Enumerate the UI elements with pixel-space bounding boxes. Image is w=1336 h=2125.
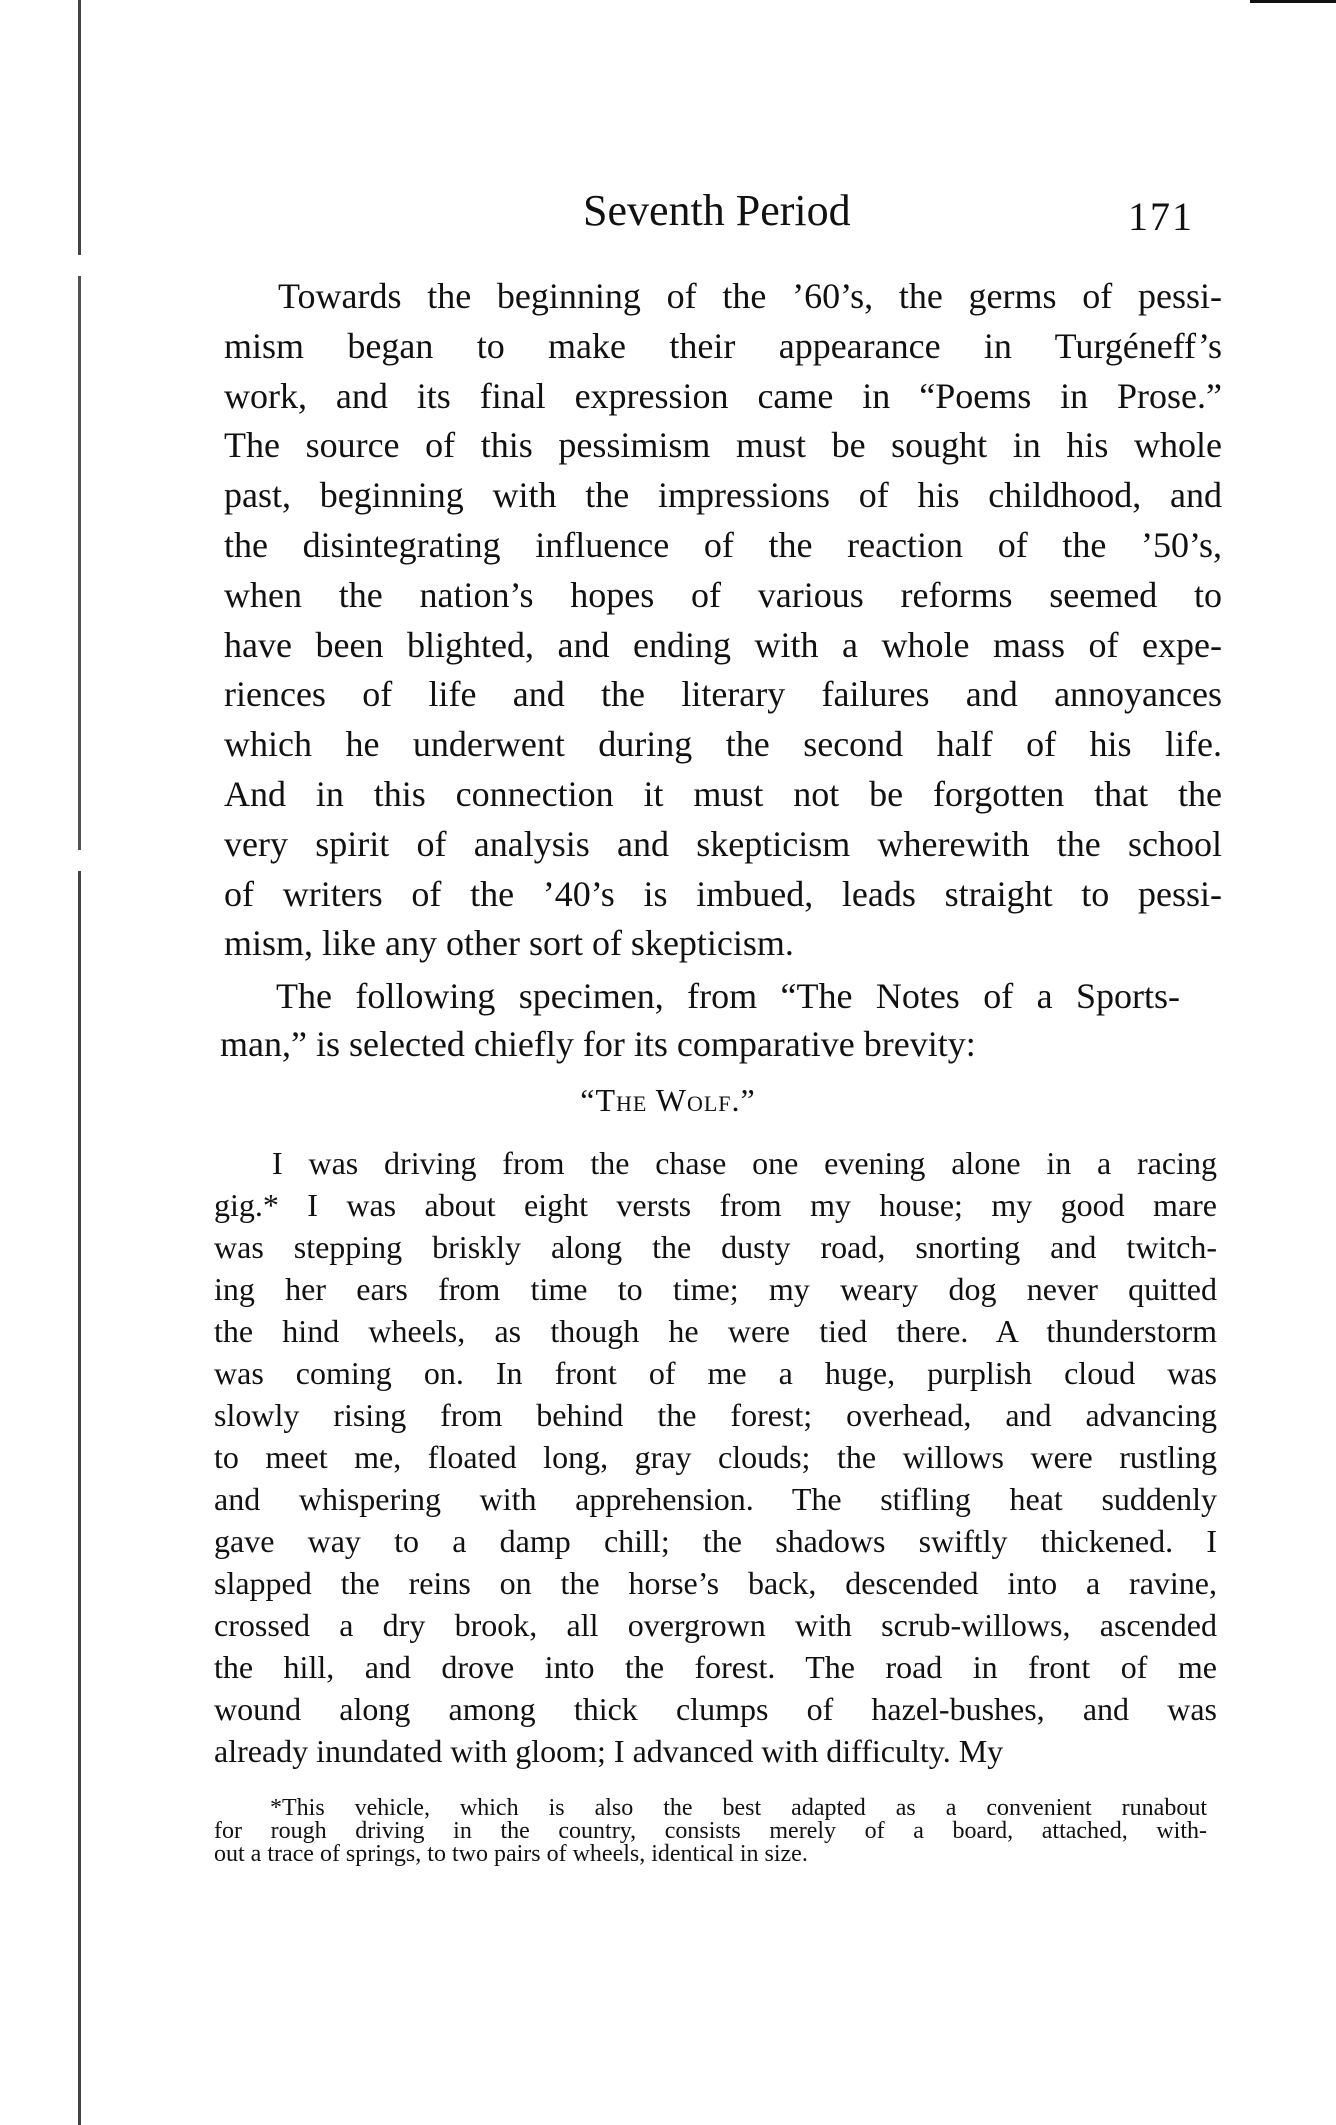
- scan-margin-edge: [78, 0, 81, 2125]
- paragraph1-line: mism, like any other sort of skepticism.: [224, 923, 794, 964]
- story-line: the hill, and drove into the forest. The road in front of me: [214, 1649, 1217, 1685]
- story-line: wound along among thick clumps of hazel-bushes, and was: [214, 1691, 1217, 1727]
- running-head: Seventh Period: [583, 186, 851, 235]
- footnote-line: out a trace of springs, to two pairs of wheels, identical in size.: [214, 1841, 808, 1867]
- paragraph2-line: man,” is selected chiefly for its comparative brevity:: [220, 1024, 976, 1064]
- page-header: [0, 185, 1336, 245]
- story-title: [0, 1082, 1336, 1119]
- story-line: ing her ears from time to time; my weary dog never quitted: [214, 1271, 1217, 1307]
- story-line: was coming on. In front of me a huge, purplish cloud was: [214, 1355, 1217, 1391]
- paragraph1-line: And in this connection it must not be forgotten that the: [224, 774, 1222, 814]
- top-rule: [1250, 0, 1336, 3]
- paragraph1-line: mism began to make their appearance in Turgéneff’s: [224, 325, 1222, 366]
- paragraph1-line: riences of life and the literary failures and annoyances: [224, 674, 1222, 715]
- story-line: was stepping briskly along the dusty road, snorting and twitch-: [214, 1229, 1217, 1265]
- paragraph1-line: have been blighted, and ending with a whole mass of expe-: [224, 624, 1222, 665]
- paragraph1-line: the disintegrating influence of the reaction of the ’50’s,: [224, 525, 1222, 565]
- story-line: and whispering with apprehension. The stifling heat suddenly: [214, 1481, 1217, 1517]
- story-line: to meet me, floated long, gray clouds; the willows were rustling: [214, 1439, 1217, 1475]
- story-line: already inundated with gloom; I advanced with difficulty. My: [214, 1733, 1004, 1769]
- paragraph1-line: Towards the beginning of the ’60’s, the germs of pessi-: [278, 276, 1222, 316]
- footnote-line: *This vehicle, which is also the best adapted as a convenient runabout: [270, 1795, 1207, 1821]
- paragraph1-line: very spirit of analysis and skepticism wherewith the school: [224, 823, 1222, 864]
- page-number: 171: [1128, 194, 1194, 239]
- paragraph2-line: The following specimen, from “The Notes of a Sports-: [276, 976, 1180, 1016]
- story-line: crossed a dry brook, all overgrown with scrub-willows, ascended: [214, 1607, 1217, 1643]
- paragraph1-line: past, beginning with the impressions of his childhood, and: [224, 475, 1222, 516]
- paragraph1-line: of writers of the ’40’s is imbued, leads straight to pessi-: [224, 873, 1222, 914]
- story-title-text: “The Wolf.”: [580, 1082, 756, 1118]
- story-line: slowly rising from behind the forest; overhead, and advancing: [214, 1397, 1217, 1433]
- footnote-line: for rough driving in the country, consists merely of a board, attached, with-: [214, 1818, 1207, 1844]
- paragraph1-line: which he underwent during the second half of his life.: [224, 724, 1222, 765]
- paragraph1-line: when the nation’s hopes of various reforms seemed to: [224, 574, 1222, 615]
- story-line: the hind wheels, as though he were tied there. A thunderstorm: [214, 1313, 1217, 1349]
- paragraph1-line: The source of this pessimism must be sought in his whole: [224, 425, 1222, 466]
- story-line: gave way to a damp chill; the shadows swiftly thickened. I: [214, 1523, 1217, 1559]
- story-line: slapped the reins on the horse’s back, descended into a ravine,: [214, 1565, 1217, 1601]
- paragraph1-line: work, and its final expression came in “Poems in Prose.”: [224, 375, 1222, 416]
- story-line: I was driving from the chase one evening alone in a racing: [272, 1145, 1217, 1181]
- story-line: gig.* I was about eight versts from my house; my good mare: [214, 1187, 1217, 1223]
